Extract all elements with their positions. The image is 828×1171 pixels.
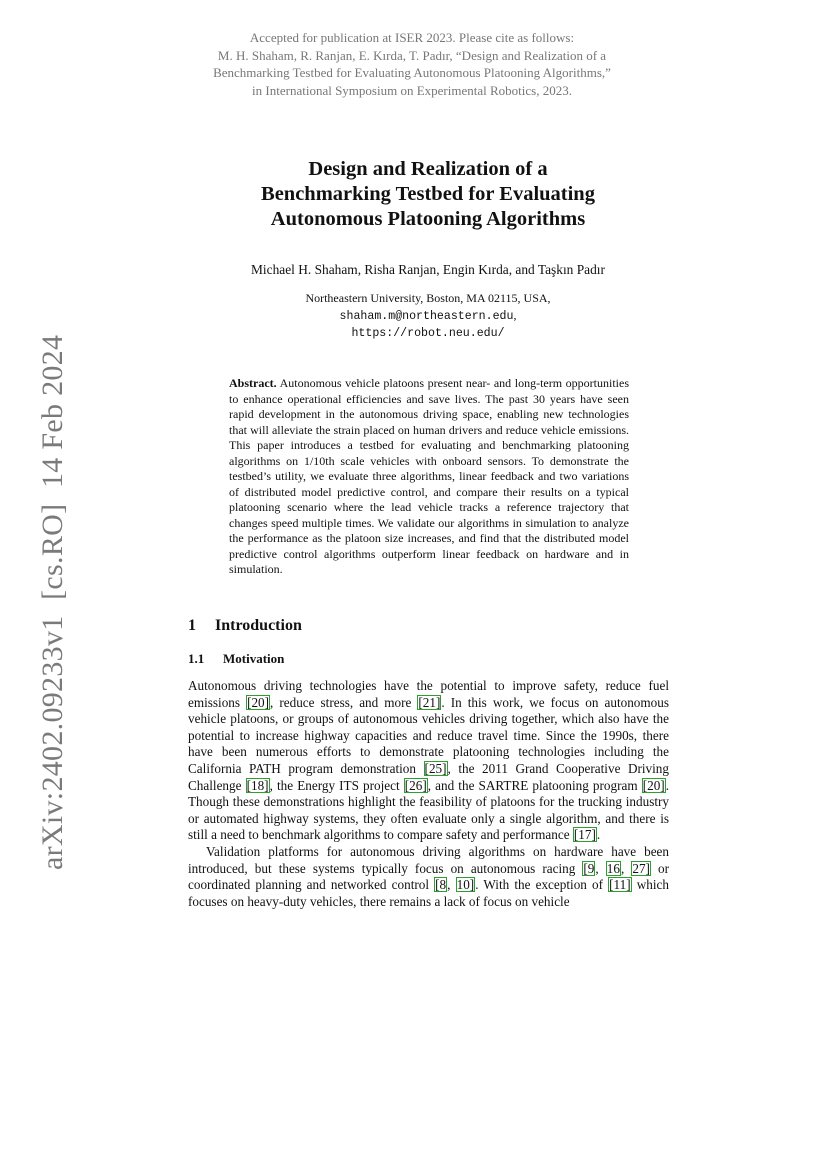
paragraph	[188, 678, 669, 844]
citation-link[interactable]: 27]	[632, 860, 650, 876]
paragraph	[188, 844, 669, 910]
text-run: . Though these demonstrations highlight the feasibility of platoons for the trucking industry or automated highway systems, they often evaluate only a single algorithm, and there is still a need to benchmark algorithms to compare safety and performance	[188, 777, 669, 843]
citation-link[interactable]: [11]	[609, 877, 631, 893]
text-run: ,	[447, 877, 456, 893]
publication-note-line: Accepted for publication at ISER 2023. Please cite as follows:	[249, 30, 575, 45]
text-run: . In this work, we focus on autonomous vehicle platoons, or groups of autonomous vehicles driving together, which also have the potential to increase highway capacities and reduce travel time. Since the 1990s, there have been numerous efforts to demonstrate platooning technologies including the California PATH program demonstration	[188, 694, 669, 776]
text-run: ,	[620, 860, 632, 876]
text-run: .	[596, 827, 601, 843]
publication-note-line: M. H. Shaham, R. Ranjan, E. Kırda, T. Padır, “Design and Realization of a	[217, 47, 607, 63]
citation-link[interactable]: [25]	[424, 760, 447, 776]
text-run: . With the exception of	[475, 877, 609, 893]
citation-link[interactable]: [20]	[642, 777, 665, 793]
section-heading	[188, 617, 302, 635]
author-email[interactable]: shaham.m@northeastern.edu	[339, 310, 514, 323]
title-line: Autonomous Platooning Algorithms	[270, 208, 586, 230]
affiliation	[150, 290, 706, 342]
text-run: which focuses on heavy-duty vehicles, there remains a lack of focus on vehicle	[188, 877, 670, 909]
text-run: Autonomous driving technologies have the potential to improve safety, reduce fuel emissions	[188, 678, 669, 710]
citation-link[interactable]: 16	[606, 860, 620, 876]
citation-link[interactable]: [21]	[418, 694, 441, 710]
citation-link[interactable]: [8	[435, 877, 447, 893]
email-line	[150, 307, 706, 325]
text-run: ,	[595, 860, 606, 876]
citation-link[interactable]: [9	[583, 860, 595, 876]
publication-note-line: Benchmarking Testbed for Evaluating Autonomous Platooning Algorithms,”	[213, 65, 611, 80]
abstract-label: Abstract.	[229, 376, 277, 390]
citation-link[interactable]: [17]	[573, 827, 596, 843]
text-run: , and the SARTRE platooning program	[427, 777, 642, 793]
citation-link[interactable]: [20]	[247, 694, 270, 710]
text-run: or coordinated planning and networked control	[188, 860, 669, 893]
text-run: , the 2011 Grand Cooperative Driving Challenge	[188, 760, 669, 793]
publication-note	[150, 29, 674, 99]
subsection-heading	[188, 651, 284, 667]
body-text	[188, 678, 669, 910]
section-title: Introduction	[215, 617, 302, 634]
citation-link[interactable]: [18]	[246, 777, 269, 793]
citation-link[interactable]: [26]	[404, 777, 427, 793]
lab-url[interactable]: https://robot.neu.edu/	[351, 327, 505, 340]
email-suffix: ,	[513, 308, 517, 322]
text-run: Validation platforms for autonomous driving algorithms on hardware have been introduced, but these systems typically focus on autonomous racing	[188, 843, 669, 876]
title-line: Benchmarking Testbed for Evaluating	[261, 183, 595, 205]
abstract-text: Autonomous vehicle platoons present near- and long-term opportunities to enhance operational efficiencies and save lives. The past 30 years have seen rapid development in the autonomous driving space, enabling new technologies that will alleviate the strain placed on human drivers and reduce vehicle emissions. This paper introduces a testbed for evaluating and benchmarking platooning algorithms on 1/10th scale vehicles with onboard sensors. To demonstrate the testbed’s utility, we evaluate three algorithms, linear feedback and two variations of distributed model predictive control, and compare their results on a typical platooning scenario where the lead vehicle tracks a reference trajectory that changes speed multiple times. We validate our algorithms in simulation to analyze the performance as the platoon size increases, and find that the distributed model predictive control algorithms outperform linear feedback on hardware and in simulation.	[229, 376, 629, 576]
section-number: 1	[188, 617, 196, 634]
publication-note-line: in International Symposium on Experimental Robotics, 2023.	[252, 82, 572, 98]
citation-link[interactable]: 10]	[456, 877, 475, 893]
institution: Northeastern University, Boston, MA 02115, USA,	[305, 291, 551, 305]
paper-title	[150, 157, 706, 232]
abstract	[229, 376, 629, 578]
text-run: , the Energy ITS project	[269, 777, 404, 793]
arxiv-identifier: arXiv:2402.09233v1 [cs.RO] 14 Feb 2024	[36, 334, 69, 870]
author-list: Michael H. Shaham, Risha Ranjan, Engin Kırda, and Taşkın Padır	[251, 262, 605, 277]
subsection-number: 1.1	[188, 651, 205, 666]
subsection-title: Motivation	[223, 651, 285, 666]
title-line: Design and Realization of a	[308, 158, 548, 180]
text-run: , reduce stress, and more	[270, 694, 418, 710]
